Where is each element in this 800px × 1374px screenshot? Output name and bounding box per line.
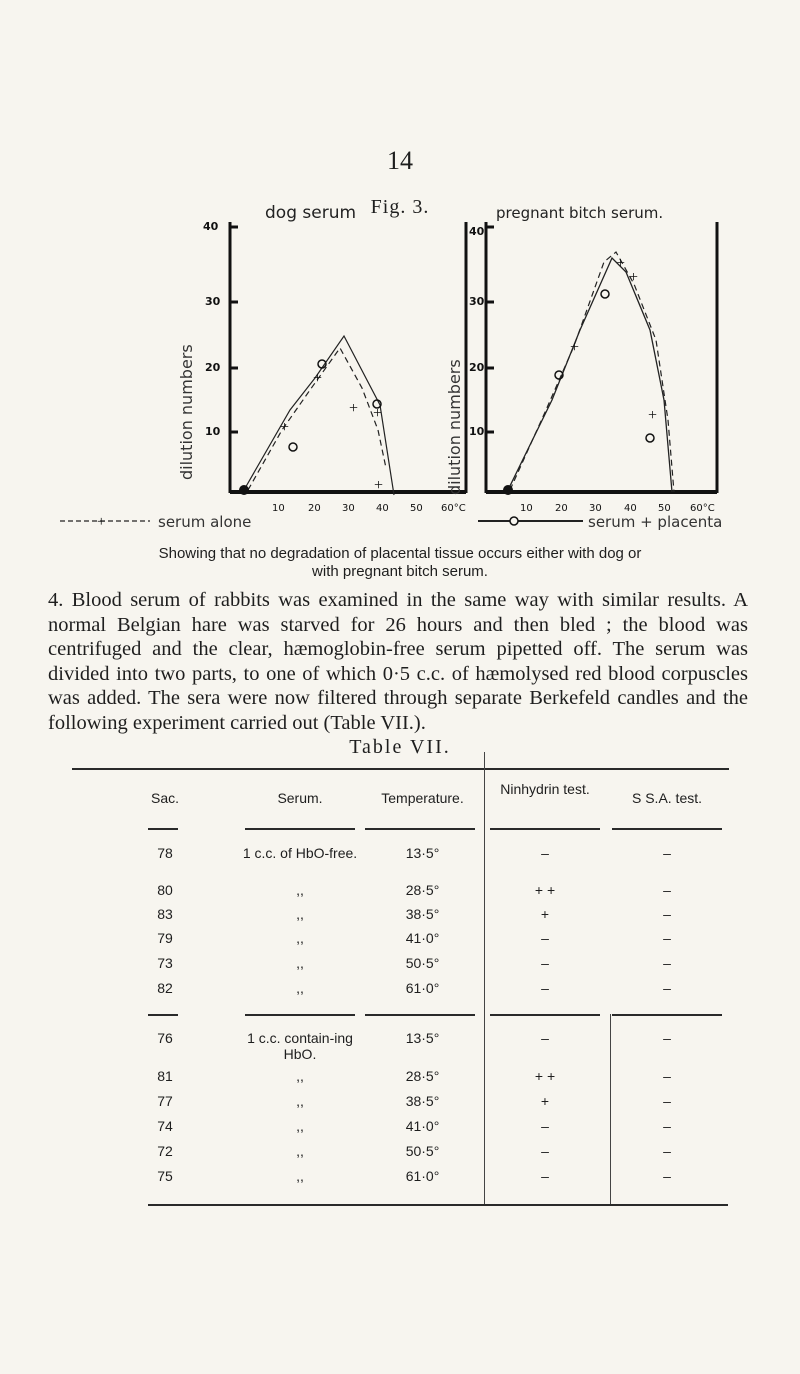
table-cell: 28·5° xyxy=(405,1068,440,1084)
table-cell: ,, xyxy=(296,906,304,922)
group-rule xyxy=(245,1014,355,1016)
table-cell: 74 xyxy=(157,1118,173,1134)
left-tick-20: 20 xyxy=(205,361,221,374)
table-cell: – xyxy=(541,845,549,861)
table-cell: 38·5° xyxy=(405,1093,440,1109)
column-divider xyxy=(484,752,485,1204)
table-cell: 73 xyxy=(157,955,173,971)
table-cell: 50·5° xyxy=(405,1143,440,1159)
table-cell: – xyxy=(663,980,671,996)
table-cell: 28·5° xyxy=(405,882,440,898)
table-cell: ,, xyxy=(296,1168,304,1184)
table-cell: + xyxy=(540,1093,550,1109)
table-cell: 75 xyxy=(157,1168,173,1184)
table-cell: 78 xyxy=(157,845,173,861)
left-legend-marker: + xyxy=(97,514,106,530)
table-cell: 80 xyxy=(157,882,173,898)
right-x-tick-10: 10 xyxy=(520,503,533,514)
right-cross-marker: + xyxy=(570,339,580,356)
table-cell: 61·0° xyxy=(405,1168,440,1184)
group-rule xyxy=(612,1014,722,1016)
header-rule xyxy=(612,828,722,830)
table-cell: ,, xyxy=(296,1143,304,1159)
table-cell: – xyxy=(541,955,549,971)
column-divider xyxy=(610,1014,611,1204)
page-number: 14 xyxy=(387,146,413,175)
right-y-label: dilution numbers xyxy=(445,359,464,495)
left-legend-text: serum alone xyxy=(158,513,252,531)
table-cell: – xyxy=(663,1143,671,1159)
table-cell: – xyxy=(663,882,671,898)
header-rule xyxy=(245,828,355,830)
table-cell: – xyxy=(663,1168,671,1184)
right-x-tick-60: 60°C xyxy=(690,503,715,514)
right-tick-30: 30 xyxy=(469,295,485,308)
table-cell: 1 c.c. contain-ing HbO. xyxy=(247,1030,353,1062)
table-cell: – xyxy=(663,1030,671,1046)
table-cell: – xyxy=(663,930,671,946)
figure-caption: Showing that no degradation of placental tissue occurs either with dog or with pregnant bitch serum. xyxy=(158,545,642,580)
table-cell: – xyxy=(663,1068,671,1084)
right-legend-text: serum + placenta xyxy=(588,513,723,531)
table-cell: ,, xyxy=(296,955,304,971)
table-cell: 13·5° xyxy=(405,845,440,861)
group-rule xyxy=(148,1014,178,1016)
left-x-tick-10: 10 xyxy=(272,503,285,514)
right-x-tick-40: 40 xyxy=(624,503,637,514)
left-x-tick-60: 60°C xyxy=(441,503,466,514)
table-cell: – xyxy=(663,955,671,971)
right-tick-20: 20 xyxy=(469,361,485,374)
table-cell: + xyxy=(540,906,550,922)
table-cell: 81 xyxy=(157,1068,173,1084)
table-cell: 77 xyxy=(157,1093,173,1109)
table-cell: 50·5° xyxy=(405,955,440,971)
header-temperature: Temperature. xyxy=(381,790,464,806)
header-rule xyxy=(148,828,178,830)
right-cross-marker: + xyxy=(629,269,639,286)
table-bottom-rule xyxy=(148,1204,728,1206)
table-top-rule xyxy=(72,768,729,770)
left-x-tick-50: 50 xyxy=(410,503,423,514)
table-cell: ,, xyxy=(296,980,304,996)
table-cell: + + xyxy=(534,882,556,898)
table-cell: – xyxy=(663,1118,671,1134)
left-tick-30: 30 xyxy=(205,295,221,308)
paragraph-text: 4. Blood serum of rabbits was examined in the same way with similar results. A normal Belgian hare was starved for 26 hours and then bled ; the blood was centrifuged and the clear, hæmoglobin-free serum pipetted off. The serum was divided into two parts, to one of which 0·5 c.c. of hæmolysed red blood corpuscles was added. The sera were now filtered through separate Berkefeld candles and the following experiment carried out (Table VII.). xyxy=(48,589,748,734)
table-cell: 79 xyxy=(157,930,173,946)
table-cell: – xyxy=(541,1118,549,1134)
table-cell: 72 xyxy=(157,1143,173,1159)
right-panel-title: pregnant bitch serum. xyxy=(496,204,664,222)
table-cell: 61·0° xyxy=(405,980,440,996)
table-cell: – xyxy=(663,845,671,861)
table-cell: – xyxy=(541,1030,549,1046)
table-cell: – xyxy=(541,930,549,946)
table-cell: – xyxy=(663,1093,671,1109)
header-ssa: S S.A. test. xyxy=(631,790,703,806)
left-cross-marker: + xyxy=(313,370,323,387)
table-cell: – xyxy=(541,1168,549,1184)
left-cross-marker: + xyxy=(374,477,384,494)
left-x-tick-40: 40 xyxy=(376,503,389,514)
header-serum: Serum. xyxy=(277,790,323,806)
left-cross-marker: + xyxy=(349,400,359,417)
table-cell: 13·5° xyxy=(405,1030,440,1046)
figure-title: Fig. 3. xyxy=(370,196,430,218)
right-x-tick-30: 30 xyxy=(589,503,602,514)
right-tick-40: 40 xyxy=(469,225,485,238)
table-cell: 1 c.c. of HbO-free. xyxy=(242,845,358,861)
right-x-tick-20: 20 xyxy=(555,503,568,514)
table-cell: – xyxy=(541,1143,549,1159)
table-title: Table VII. xyxy=(349,736,451,758)
header-ninhydrin: Ninhydrin test. xyxy=(500,781,590,797)
table-cell: 38·5° xyxy=(405,906,440,922)
group-rule xyxy=(365,1014,475,1016)
table-cell: ,, xyxy=(296,930,304,946)
right-x-tick-50: 50 xyxy=(658,503,671,514)
table-cell: 41·0° xyxy=(405,1118,440,1134)
header-rule xyxy=(365,828,475,830)
table-cell: – xyxy=(663,906,671,922)
table-cell: ,, xyxy=(296,882,304,898)
left-tick-40: 40 xyxy=(203,220,219,233)
table-cell: – xyxy=(541,980,549,996)
left-panel-title: dog serum xyxy=(265,203,357,223)
table-cell: ,, xyxy=(296,1068,304,1084)
table-cell: 41·0° xyxy=(405,930,440,946)
header-sac: Sac. xyxy=(150,790,179,806)
group-rule xyxy=(490,1014,600,1016)
table-cell: 82 xyxy=(157,980,173,996)
table-cell: ,, xyxy=(296,1118,304,1134)
table-cell: + + xyxy=(534,1068,556,1084)
left-y-label: dilution numbers xyxy=(177,344,196,480)
left-x-tick-20: 20 xyxy=(308,503,321,514)
table-cell: ,, xyxy=(296,1093,304,1109)
table-cell: 83 xyxy=(157,906,173,922)
header-rule xyxy=(490,828,600,830)
left-cross-marker: + xyxy=(373,405,383,422)
right-tick-10: 10 xyxy=(469,425,485,438)
right-cross-marker: + xyxy=(648,407,658,424)
left-tick-10: 10 xyxy=(205,425,221,438)
left-cross-marker: + xyxy=(280,419,290,436)
table-cell: 76 xyxy=(157,1030,173,1046)
left-x-tick-30: 30 xyxy=(342,503,355,514)
right-cross-marker: + xyxy=(616,255,626,272)
